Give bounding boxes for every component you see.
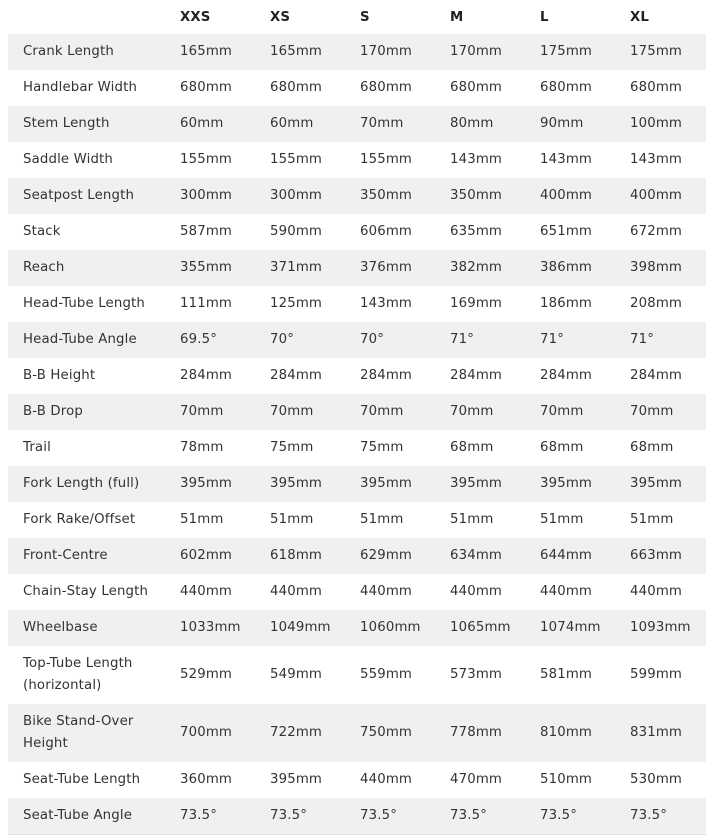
table-row	[8, 34, 706, 70]
cell-value: 1049mm	[270, 610, 360, 646]
cell-value: 125mm	[270, 296, 323, 311]
cell-value: 51mm	[450, 512, 494, 527]
cell-value: 440mm	[270, 584, 323, 599]
table-body	[8, 34, 706, 835]
cell-value: 70mm	[630, 394, 706, 430]
cell-value: 165mm	[180, 34, 270, 70]
cell-value: 831mm	[630, 704, 706, 762]
cell-value: 80mm	[450, 106, 540, 142]
cell-value: 90mm	[540, 106, 630, 142]
cell-value: 400mm	[630, 178, 706, 214]
row-label: Reach	[8, 250, 180, 286]
table-row	[8, 358, 706, 394]
row-label: Head-Tube Angle	[8, 322, 180, 358]
cell-value: 680mm	[270, 80, 323, 95]
cell-value: 155mm	[360, 152, 413, 167]
cell-value: 440mm	[540, 584, 593, 599]
cell-value: 68mm	[630, 440, 674, 455]
cell-value: 530mm	[630, 772, 683, 787]
table-row	[8, 646, 706, 704]
corner-cell	[8, 0, 180, 34]
cell-value: 376mm	[360, 250, 450, 286]
cell-value: 440mm	[630, 584, 683, 599]
size-header-xxs: XXS	[180, 9, 211, 25]
size-header-m: M	[450, 9, 464, 25]
row-label: Fork Length (full)	[8, 466, 180, 502]
cell-value: 360mm	[180, 772, 233, 787]
cell-value: 70mm	[540, 394, 630, 430]
table-row	[8, 574, 706, 610]
cell-value: 680mm	[360, 80, 413, 95]
table-row	[8, 798, 706, 835]
cell-value: 73.5°	[180, 798, 270, 835]
cell-value: 73.5°	[540, 798, 630, 835]
cell-value: 559mm	[360, 667, 413, 682]
cell-value: 618mm	[270, 538, 360, 574]
cell-value: 300mm	[270, 178, 360, 214]
cell-value: 382mm	[450, 250, 540, 286]
cell-value: 284mm	[630, 368, 683, 383]
cell-value: 398mm	[630, 250, 706, 286]
table-row	[8, 704, 706, 762]
cell-value: 1093mm	[630, 610, 706, 646]
table-row	[8, 394, 706, 430]
table-row	[8, 762, 706, 798]
cell-value: 155mm	[180, 152, 233, 167]
cell-value: 70°	[270, 322, 360, 358]
cell-value: 70mm	[180, 394, 270, 430]
cell-value: 350mm	[450, 178, 540, 214]
row-label: Fork Rake/Offset	[23, 512, 136, 527]
row-label: Top-Tube Length (horizontal)	[23, 656, 133, 693]
cell-value: 73.5°	[450, 798, 540, 835]
cell-value: 680mm	[540, 80, 593, 95]
table-row	[8, 322, 706, 358]
cell-value: 440mm	[360, 772, 413, 787]
cell-value: 69.5°	[180, 322, 270, 358]
cell-value: 284mm	[450, 368, 503, 383]
cell-value: 644mm	[540, 538, 630, 574]
row-label: Handlebar Width	[23, 80, 138, 95]
table-row	[8, 610, 706, 646]
row-label: Stack	[23, 224, 61, 239]
cell-value: 175mm	[630, 34, 706, 70]
cell-value: 651mm	[540, 224, 593, 239]
row-label: Saddle Width	[23, 152, 114, 167]
row-label: B-B Height	[23, 368, 96, 383]
cell-value: 440mm	[360, 584, 413, 599]
row-label: Chain-Stay Length	[23, 584, 149, 599]
table-row	[8, 502, 706, 538]
cell-value: 155mm	[270, 152, 323, 167]
cell-value: 672mm	[630, 224, 683, 239]
cell-value: 573mm	[450, 667, 503, 682]
row-label: Seat-Tube Angle	[8, 798, 180, 835]
cell-value: 587mm	[180, 224, 233, 239]
size-header-s: S	[360, 9, 370, 25]
table-row	[8, 430, 706, 466]
cell-value: 71°	[540, 322, 630, 358]
row-label: Trail	[23, 440, 51, 455]
cell-value: 100mm	[630, 106, 706, 142]
cell-value: 663mm	[630, 538, 706, 574]
cell-value: 186mm	[540, 296, 593, 311]
cell-value: 68mm	[540, 440, 584, 455]
row-label: Head-Tube Length	[23, 296, 145, 311]
table-row	[8, 538, 706, 574]
cell-value: 165mm	[270, 34, 360, 70]
cell-value: 590mm	[270, 224, 323, 239]
cell-value: 51mm	[270, 512, 314, 527]
cell-value: 400mm	[540, 178, 630, 214]
cell-value: 175mm	[540, 34, 630, 70]
cell-value: 810mm	[540, 704, 630, 762]
cell-value: 68mm	[450, 440, 494, 455]
cell-value: 71°	[450, 322, 540, 358]
row-label: B-B Drop	[8, 394, 180, 430]
geometry-table	[8, 0, 706, 835]
cell-value: 395mm	[540, 466, 630, 502]
cell-value: 51mm	[540, 512, 584, 527]
cell-value: 70mm	[270, 394, 360, 430]
size-header-xs: XS	[270, 9, 291, 25]
cell-value: 1074mm	[540, 610, 630, 646]
table-row	[8, 466, 706, 502]
cell-value: 680mm	[450, 80, 503, 95]
cell-value: 549mm	[270, 667, 323, 682]
cell-value: 78mm	[180, 440, 224, 455]
cell-value: 470mm	[450, 772, 503, 787]
cell-value: 606mm	[360, 224, 413, 239]
cell-value: 75mm	[270, 440, 314, 455]
cell-value: 629mm	[360, 538, 450, 574]
cell-value: 111mm	[180, 296, 233, 311]
cell-value: 143mm	[450, 152, 503, 167]
cell-value: 440mm	[450, 584, 503, 599]
cell-value: 634mm	[450, 538, 540, 574]
cell-value: 73.5°	[270, 798, 360, 835]
table-row	[8, 250, 706, 286]
cell-value: 1033mm	[180, 610, 270, 646]
cell-value: 680mm	[630, 80, 683, 95]
row-label: Stem Length	[8, 106, 180, 142]
table-row	[8, 286, 706, 322]
cell-value: 395mm	[450, 466, 540, 502]
cell-value: 599mm	[630, 667, 683, 682]
cell-value: 778mm	[450, 704, 540, 762]
size-header-l: L	[540, 9, 549, 25]
table-row	[8, 142, 706, 178]
table-header-row	[8, 0, 706, 34]
cell-value: 60mm	[270, 106, 360, 142]
cell-value: 529mm	[180, 667, 233, 682]
cell-value: 635mm	[450, 224, 503, 239]
cell-value: 395mm	[630, 466, 706, 502]
cell-value: 581mm	[540, 667, 593, 682]
size-header-xl: XL	[630, 9, 650, 25]
cell-value: 284mm	[540, 368, 593, 383]
cell-value: 371mm	[270, 250, 360, 286]
cell-value: 73.5°	[360, 798, 450, 835]
cell-value: 143mm	[540, 152, 593, 167]
cell-value: 350mm	[360, 178, 450, 214]
row-label: Bike Stand-Over Height	[8, 704, 180, 762]
cell-value: 70mm	[360, 394, 450, 430]
cell-value: 284mm	[360, 368, 413, 383]
cell-value: 440mm	[180, 584, 233, 599]
cell-value: 75mm	[360, 440, 404, 455]
cell-value: 51mm	[360, 512, 404, 527]
row-label: Seatpost Length	[8, 178, 180, 214]
cell-value: 750mm	[360, 704, 450, 762]
cell-value: 355mm	[180, 250, 270, 286]
row-label: Seat-Tube Length	[23, 772, 141, 787]
cell-value: 386mm	[540, 250, 630, 286]
cell-value: 143mm	[630, 152, 683, 167]
row-label: Front-Centre	[8, 538, 180, 574]
cell-value: 1065mm	[450, 610, 540, 646]
cell-value: 73.5°	[630, 798, 706, 835]
cell-value: 395mm	[360, 466, 450, 502]
table-row	[8, 178, 706, 214]
cell-value: 602mm	[180, 538, 270, 574]
cell-value: 510mm	[540, 772, 593, 787]
cell-value: 70°	[360, 322, 450, 358]
row-label: Wheelbase	[8, 610, 180, 646]
cell-value: 395mm	[270, 466, 360, 502]
cell-value: 60mm	[180, 106, 270, 142]
cell-value: 170mm	[450, 34, 540, 70]
cell-value: 170mm	[360, 34, 450, 70]
table-row	[8, 106, 706, 142]
cell-value: 70mm	[450, 394, 540, 430]
cell-value: 395mm	[270, 772, 323, 787]
cell-value: 722mm	[270, 704, 360, 762]
cell-value: 395mm	[180, 466, 270, 502]
cell-value: 680mm	[180, 80, 233, 95]
cell-value: 169mm	[450, 296, 503, 311]
cell-value: 70mm	[360, 106, 450, 142]
cell-value: 71°	[630, 322, 706, 358]
cell-value: 284mm	[270, 368, 323, 383]
cell-value: 700mm	[180, 704, 270, 762]
table-row	[8, 214, 706, 250]
cell-value: 284mm	[180, 368, 233, 383]
cell-value: 208mm	[630, 296, 683, 311]
cell-value: 1060mm	[360, 610, 450, 646]
cell-value: 51mm	[180, 512, 224, 527]
cell-value: 143mm	[360, 296, 413, 311]
cell-value: 300mm	[180, 178, 270, 214]
cell-value: 51mm	[630, 512, 674, 527]
table-row	[8, 70, 706, 106]
row-label: Crank Length	[8, 34, 180, 70]
